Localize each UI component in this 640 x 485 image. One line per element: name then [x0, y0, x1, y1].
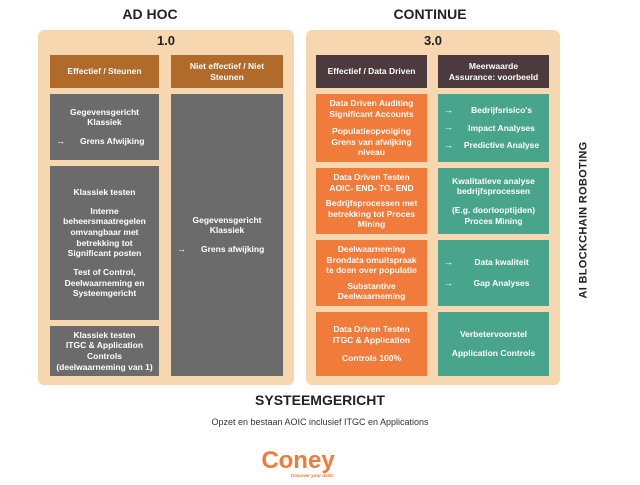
box-para: Test of Control, Deelwaarneming en Systeemgericht [64, 266, 145, 299]
box-line: (deelwaarneming van 1) [56, 361, 153, 372]
arrow-right-icon: → [444, 105, 453, 116]
left-box-itgc [50, 326, 159, 376]
box-line: Verbetervoorstel [459, 329, 528, 340]
box-line: Gegevensgericht [192, 214, 262, 225]
continue-header: CONTINUE [393, 6, 467, 22]
box-para: Populatieopvolging Grens van afwijking niveau [331, 126, 412, 158]
coney-logo-graphic [238, 446, 358, 480]
box-line: Klassiek [87, 117, 122, 128]
orange-box-itgc [316, 312, 427, 376]
footer-subtitle: Opzet en bestaan AOIC inclusief ITGC en Applications [211, 417, 429, 427]
box-item: Impact Analyses [468, 122, 535, 133]
logo-text: Coney [261, 447, 335, 474]
green-box-risks [438, 94, 549, 162]
footer-title: SYSTEEMGERICHT [255, 392, 385, 408]
box-para: Interne beheersmaatregelen omvangbaar met betrekking tot Significant posten [63, 205, 146, 259]
green-box-kwalitatieve [438, 168, 549, 234]
right-col2-header-line: Meerwaarde [468, 60, 519, 71]
box-item: Gap Analyses [473, 278, 530, 289]
box-para: Controls 100% [341, 353, 402, 364]
left-col1-header-text: Effectief / Steunen [67, 66, 142, 77]
left-version: 1.0 [156, 33, 176, 48]
side-label: AI BLOCKCHAIN ROBOTING [577, 141, 589, 299]
box-line: Klassiek testen [73, 329, 136, 340]
box-line: Application Controls [451, 348, 536, 358]
arrow-right-icon: → [56, 136, 65, 146]
right-version: 3.0 [423, 33, 443, 48]
side-label-wrap [563, 60, 603, 380]
right-col2-header-line: Assurance: voorbeeld [448, 71, 539, 82]
left-col2-header-text: Niet effectief / Niet Steunen [189, 60, 265, 82]
left-col2-header [171, 55, 283, 88]
green-box-verbetervoorstel [438, 312, 549, 376]
box-para: Bedrijfsprocessen met betrekking tot Proces Mining [325, 198, 418, 230]
box-item: Data kwaliteit [474, 257, 529, 268]
left-big-box [171, 94, 283, 376]
box-para: Data Driven Auditing Significant Accounts [329, 98, 414, 119]
box-para: Data Driven Testen ITGC & Application [332, 324, 411, 345]
left-col1-header [50, 55, 159, 88]
box-item: Grens afwijking [201, 244, 265, 255]
right-col2-header [438, 55, 549, 88]
arrow-right-icon: → [177, 244, 186, 254]
coney-logo [238, 446, 358, 480]
box-item: Predictive Analyse [463, 139, 540, 150]
orange-box-auditing [316, 94, 427, 162]
box-line: ITGC & Application Controls [65, 340, 144, 361]
box-line: Klassiek testen [73, 187, 136, 198]
arrow-right-icon: → [444, 278, 453, 288]
orange-box-deelwaarneming [316, 240, 427, 306]
green-box-data-kwaliteit [438, 240, 549, 306]
ad-hoc-header: AD HOC [122, 6, 178, 22]
box-para: Deelwaarneming Brondata omuitspraak te doen over populatie [326, 244, 417, 276]
arrow-right-icon: → [444, 122, 453, 133]
arrow-right-icon: → [444, 256, 453, 267]
right-col1-header-text: Effectief / Data Driven [327, 66, 416, 77]
box-para: Kwalitatieve analyse bedrijfsprocessen [452, 175, 535, 197]
box-line: Gegevensgericht [70, 106, 139, 117]
left-box-gegevensgericht [50, 94, 159, 160]
box-para: Data Driven Testen AOIC- END- TO- END [329, 172, 414, 193]
arrow-right-icon: → [444, 139, 453, 150]
box-para: Substantive Deelwaarneming [337, 280, 406, 302]
left-box-klassiek-testen [50, 166, 159, 320]
right-col1-header [316, 55, 427, 88]
box-item: Grens Afwijking [80, 136, 145, 147]
logo-tagline: Discover your data! [290, 473, 334, 478]
box-item: Bedrijfsrisico's [470, 105, 533, 116]
orange-box-aoic [316, 168, 427, 234]
box-para: (E.g. doorlooptijden) Proces Mining [451, 205, 536, 226]
box-line: Klassiek [209, 225, 245, 236]
